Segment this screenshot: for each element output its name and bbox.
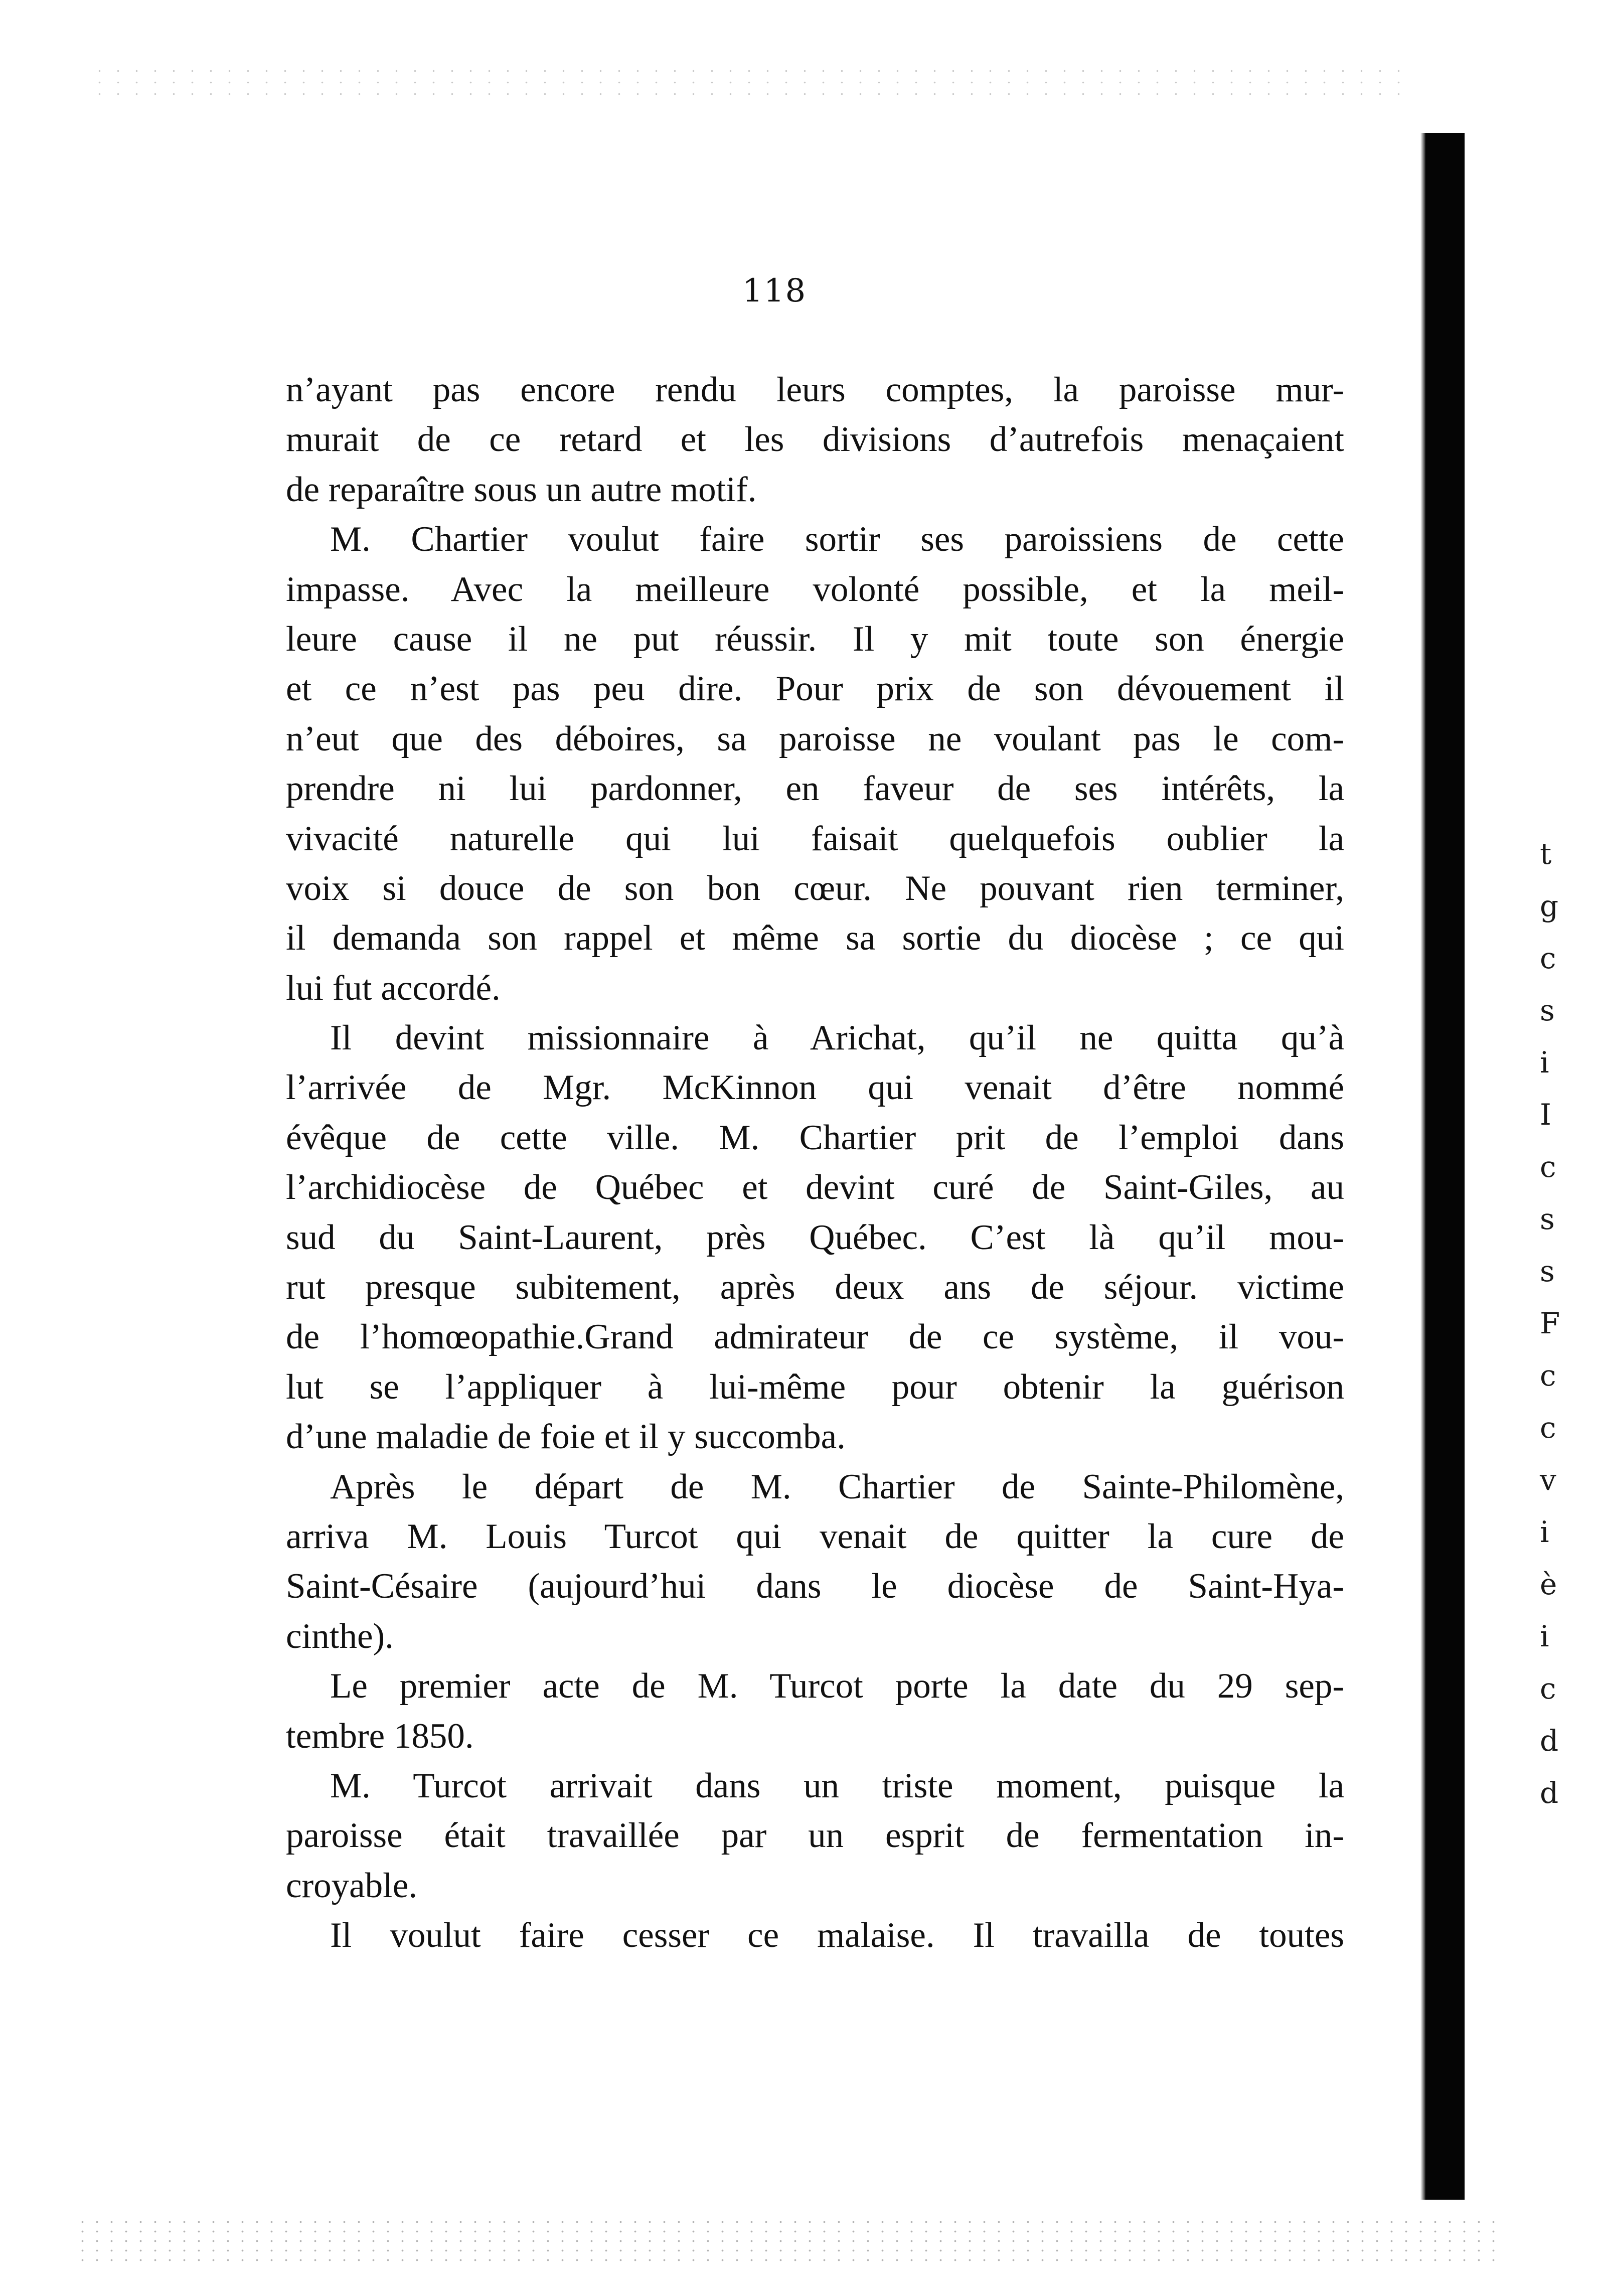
facing-page-fragments <box>1540 828 1590 1819</box>
text-line: tembre 1850. <box>286 1716 474 1756</box>
facing-page-letter: d <box>1540 1724 1559 1758</box>
text-line: arriva M. Louis Turcot qui venait de quitter la cure de <box>286 1516 1344 1556</box>
facing-page-letter: d <box>1540 1776 1559 1810</box>
body-text <box>286 365 1344 1961</box>
facing-page-letter: c <box>1540 1411 1556 1445</box>
facing-page-letter: è <box>1540 1567 1557 1601</box>
text-line: il demanda son rappel et même sa sortie du diocèse ; ce qui <box>286 919 1344 958</box>
binding-gutter <box>1425 133 1465 2200</box>
text-line: lui fut accordé. <box>286 968 501 1008</box>
text-line: Après le départ de M. Chartier de Sainte-Philomène, <box>330 1467 1344 1506</box>
facing-page-letter: s <box>1540 1202 1555 1236</box>
text-line: paroisse était travaillée par un esprit de fermentation in- <box>286 1816 1344 1856</box>
facing-page-letter: c <box>1540 1150 1556 1184</box>
text-line: murait de ce retard et les divisions d’autrefois menaçaient <box>286 420 1344 460</box>
text-line: croyable. <box>286 1866 418 1905</box>
text-line: Saint-Césaire (aujourd’hui dans le diocèse de Saint-Hya- <box>286 1567 1344 1606</box>
text-line: Il voulut faire cesser ce malaise. Il travailla de toutes <box>330 1916 1344 1955</box>
facing-page-letter: s <box>1540 993 1555 1027</box>
scan-noise-top <box>90 65 1414 100</box>
facing-page-letter: i <box>1540 1045 1549 1080</box>
facing-page-letter: c <box>1540 1358 1556 1393</box>
text-line: voix si douce de son bon cœur. Ne pouvant rien terminer, <box>286 868 1344 908</box>
facing-page-letter: s <box>1540 1254 1555 1288</box>
facing-page-letter: i <box>1540 1515 1549 1549</box>
text-line: de reparaître sous un autre motif. <box>286 470 757 509</box>
facing-page-letter: I <box>1540 1098 1551 1132</box>
text-line: M. Turcot arrivait dans un triste moment, puisque la <box>330 1766 1344 1805</box>
text-line: lut se l’appliquer à lui-même pour obtenir la guérison <box>286 1367 1344 1407</box>
text-line: cinthe). <box>286 1616 394 1656</box>
text-line: sud du Saint-Laurent, près Québec. C’est là qu’il mou- <box>286 1217 1344 1257</box>
page-number: 118 <box>742 272 807 310</box>
text-line: l’arrivée de Mgr. McKinnon qui venait d’être nommé <box>286 1068 1344 1108</box>
text-line: l’archidiocèse de Québec et devint curé de Saint-Giles, au <box>286 1168 1344 1207</box>
text-line: leure cause il ne put réussir. Il y mit toute son énergie <box>286 619 1344 659</box>
text-line: rut presque subitement, après deux ans de séjour. victime <box>286 1268 1344 1307</box>
text-line: vivacité naturelle qui lui faisait quelquefois oublier la <box>286 819 1344 858</box>
text-line: Le premier acte de M. Turcot porte la date du 29 sep- <box>330 1666 1344 1706</box>
text-line: impasse. Avec la meilleure volonté possible, et la meil- <box>286 569 1344 609</box>
text-line: M. Chartier voulut faire sortir ses paroissiens de cette <box>330 520 1344 559</box>
text-line: évêque de cette ville. M. Chartier prit de l’emploi dans <box>286 1118 1344 1157</box>
text-line: d’une maladie de foie et il y succomba. <box>286 1417 846 1457</box>
text-line: et ce n’est pas peu dire. Pour prix de son dévouement il <box>286 669 1344 709</box>
binding-shadow <box>1420 133 1425 2200</box>
facing-page-letter: F <box>1540 1306 1560 1340</box>
text-line: n’ayant pas encore rendu leurs comptes, la paroisse mur- <box>286 370 1344 409</box>
scan-noise-bottom <box>75 2217 1505 2262</box>
facing-page-letter: i <box>1540 1619 1549 1653</box>
facing-page-letter: g <box>1540 889 1559 923</box>
text-line: prendre ni lui pardonner, en faveur de ses intérêts, la <box>286 769 1344 809</box>
facing-page-letter: v <box>1540 1463 1556 1497</box>
text-line: Il devint missionnaire à Arichat, qu’il ne quitta qu’à <box>330 1018 1344 1058</box>
facing-page-letter: t <box>1540 837 1552 871</box>
text-line: n’eut que des déboires, sa paroisse ne voulant pas le com- <box>286 719 1344 758</box>
text-line: de l’homœopathie.Grand admirateur de ce système, il vou- <box>286 1317 1344 1357</box>
facing-page-letter: c <box>1540 1671 1556 1706</box>
facing-page-letter: c <box>1540 941 1556 975</box>
